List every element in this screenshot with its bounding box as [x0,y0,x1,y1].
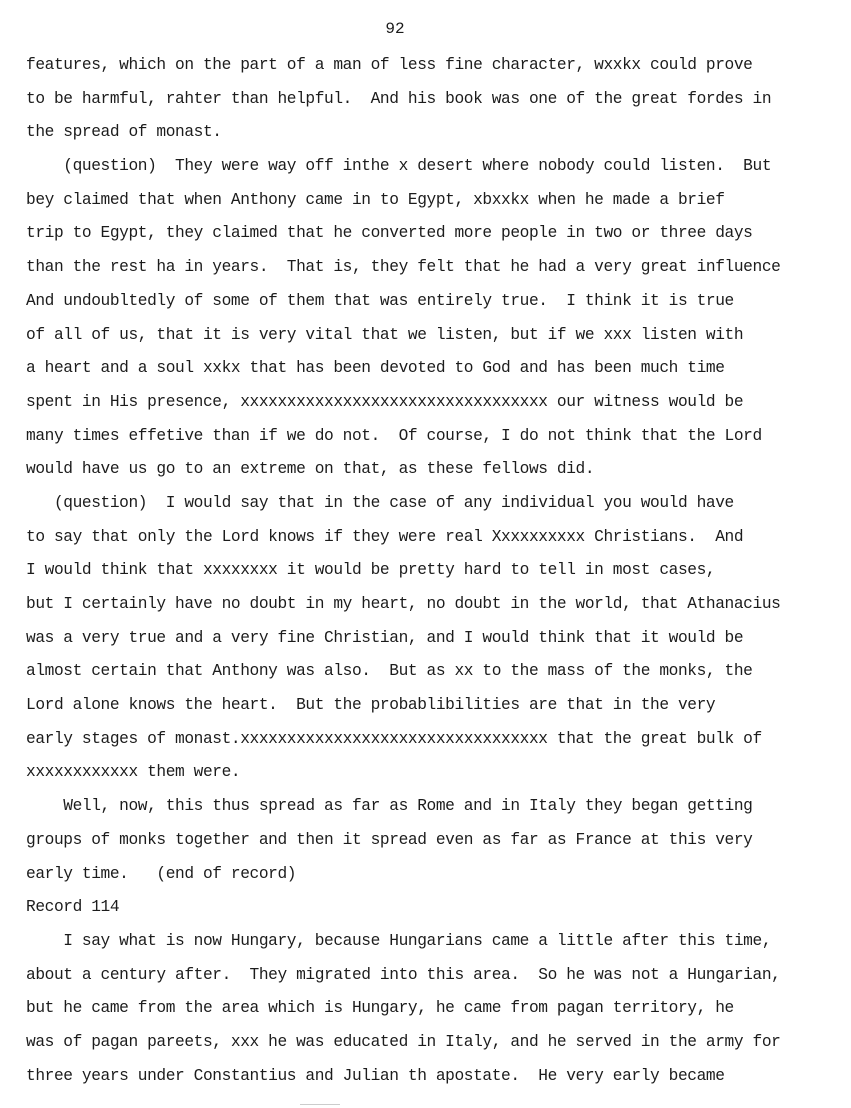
document-body [26,55,846,1099]
text-line: groups of monks together and then it spread even as far as France at this very [26,830,753,849]
text-line: I would think that xxxxxxxx it would be pretty hard to tell in most cases, [26,561,716,580]
text-line: was of pagan pareets, xxx he was educated in Italy, and he served in the army for [26,1032,781,1051]
text-line: the spread of monast. [26,123,222,142]
text-line: I say what is now Hungary, because Hungarians came a little after this time, [26,931,772,950]
text-line: to say that only the Lord knows if they were real Xxxxxxxxxx Christians. And [26,527,744,546]
text-line: but he came from the area which is Hungary, he came from pagan territory, he [26,999,734,1018]
text-line: many times effetive than if we do not. Of course, I do not think that the Lord [26,426,762,445]
text-line: was a very true and a very fine Christian, and I would think that it would be [26,628,744,647]
text-line: Lord alone knows the heart. But the probablibilities are that in the very [26,696,716,715]
text-line: Record 114 [26,898,120,917]
text-line: trip to Egypt, they claimed that he converted more people in two or three days [26,224,753,243]
text-line: (question) They were way off inthe x desert where nobody could listen. But [26,157,772,176]
text-line: early time. (end of record) [26,864,297,883]
text-line: (question) I would say that in the case of any individual you would have [26,493,734,512]
text-line: xxxxxxxxxxxx them were. [26,763,241,782]
text-line: but I certainly have no doubt in my heart, no doubt in the world, that Athanacius [26,595,781,613]
text-line: than the rest ha in years. That is, they felt that he had a very great influence [26,258,781,277]
text-line: And undoubltedly of some of them that was entirely true. I think it is true [26,291,734,310]
text-line: about a century after. They migrated into this area. So he was not a Hungarian, [26,965,781,984]
text-line: spent in His presence, xxxxxxxxxxxxxxxxxxxxxxxxxxxxxxxxx our witness would be [26,392,744,411]
text-line: features, which on the part of a man of less fine character, wxxkx could prove [26,56,753,74]
text-line: almost certain that Anthony was also. But as xx to the mass of the monks, the [26,662,753,681]
page-number: 92 [385,20,405,38]
text-line: three years under Constantius and Julian th apostate. He very early became [26,1066,725,1085]
text-line: early stages of monast.xxxxxxxxxxxxxxxxxxxxxxxxxxxxxxxxx that the great bulk of [26,729,762,748]
text-line: of all of us, that it is very vital that we listen, but if we xxx listen with [26,325,744,344]
text-line: bey claimed that when Anthony came in to Egypt, xbxxkx when he made a brief [26,190,725,209]
text-line: would have us go to an extreme on that, as these fellows did. [26,460,595,479]
page-edge-mark [300,1104,340,1105]
text-line: Well, now, this thus spread as far as Rome and in Italy they began getting [26,797,753,816]
text-line: a heart and a soul xxkx that has been devoted to God and has been much time [26,359,725,378]
text-line: to be harmful, rahter than helpful. And his book was one of the great fordes in [26,89,772,108]
